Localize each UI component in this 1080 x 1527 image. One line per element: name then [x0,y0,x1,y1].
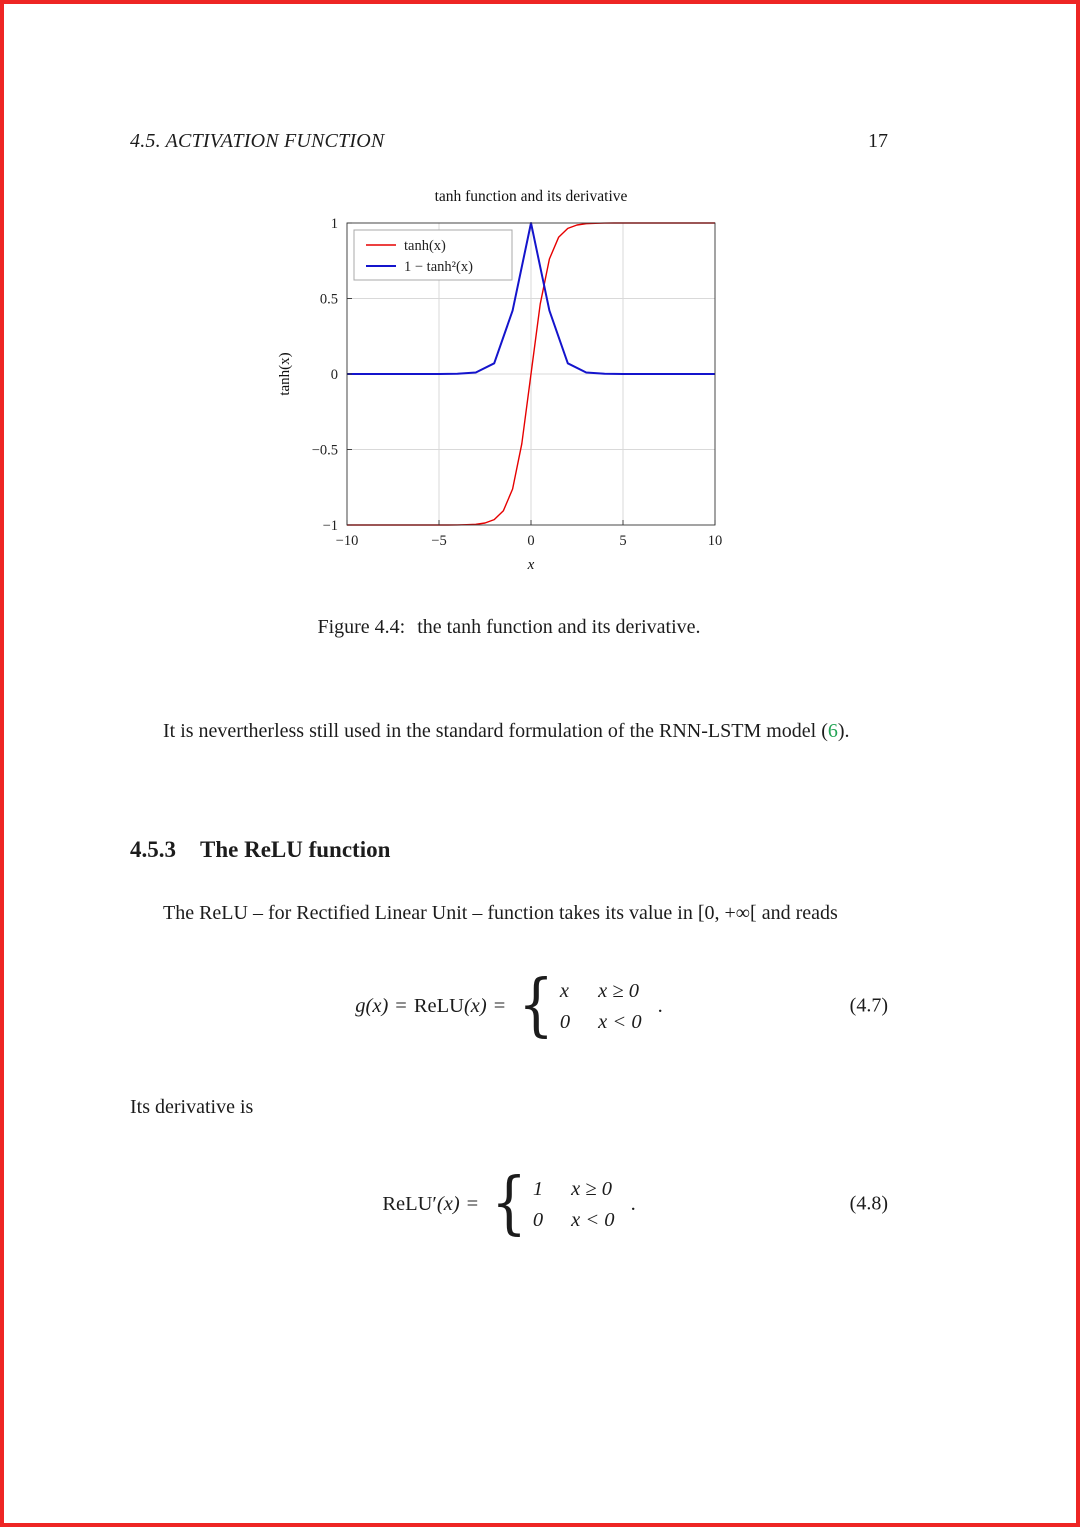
cases-block [560,978,642,1035]
case-value: 0 [559,1010,571,1033]
eq-equals: = [395,994,407,1017]
eq-period: . [657,994,663,1017]
paragraph-text-before: It is nevertherless still used in the standard formulation of the RNN-LSTM model ( [163,720,828,742]
tanh-derivative-chart [269,183,749,580]
chart-title: tanh function and its derivative [434,188,628,205]
page-number: 17 [868,130,888,152]
case-value: 1 [532,1177,544,1200]
y-tick-label: −0.5 [311,442,338,459]
equation-body [382,1163,636,1243]
figure-caption-text: the tanh function and its derivative. [417,616,701,638]
case-value: x [559,979,570,1002]
equation-4-7 [130,967,888,1045]
figure-caption-label: Figure 4.4: [317,616,406,638]
eq-equals: = [466,1192,479,1215]
figure-4-4 [130,183,888,639]
x-tick-label: 0 [527,533,535,549]
y-tick-label: −1 [322,518,338,534]
x-tick-label: 5 [619,533,627,549]
paragraph-lstm-note [130,717,888,745]
cases-block [533,1176,615,1233]
paragraph-text-after: ). [837,720,850,742]
case-condition: x ≥ 0 [571,1177,612,1200]
eq-equals: = [493,994,506,1017]
section-title: The ReLU function [200,837,391,862]
eq-func-name: ReLU′ [382,1192,437,1215]
eq-func-name: ReLU [413,994,464,1017]
figure-caption [130,616,888,639]
section-heading-relu [130,835,888,865]
equation-body [355,965,663,1045]
cases-brace: { [491,1163,527,1243]
y-tick-label: 0.5 [319,291,338,308]
case-condition: x < 0 [571,1208,615,1231]
case-value: 0 [532,1208,544,1231]
chart-svg [269,183,749,575]
cases-brace: { [518,965,554,1045]
section-number: 4.5.3 [130,837,176,862]
paragraph-its-derivative: Its derivative is [130,1096,254,1118]
equation-tag: (4.8) [849,1192,888,1215]
citation-link-6[interactable]: 6 [827,720,838,742]
paragraph-relu-intro: The ReLU – for Rectified Linear Unit – function takes its value in [0, +∞[ and reads [163,902,838,924]
y-tick-label: 1 [330,216,338,232]
page-header [130,130,888,153]
text-block [130,130,888,1243]
eq-period: . [630,1192,636,1215]
equation-4-8 [130,1165,888,1243]
x-tick-label: −5 [431,533,447,549]
y-axis-label: tanh(x) [277,352,293,396]
y-tick-label: 0 [330,367,338,383]
x-tick-label: 10 [707,533,723,549]
eq-lhs-var: g(x) [355,994,389,1017]
legend-label: tanh(x) [404,238,446,254]
x-tick-label: −10 [335,533,359,549]
legend-label: 1 − tanh²(x) [404,259,473,275]
equation-tag: (4.7) [849,994,888,1017]
x-axis-label: x [527,557,535,573]
case-condition: x ≥ 0 [598,979,640,1002]
running-section-title: 4.5. ACTIVATION FUNCTION [130,130,385,152]
eq-func-arg: (x) [436,1192,460,1215]
case-condition: x < 0 [598,1010,642,1033]
eq-func-arg: (x) [463,994,487,1017]
